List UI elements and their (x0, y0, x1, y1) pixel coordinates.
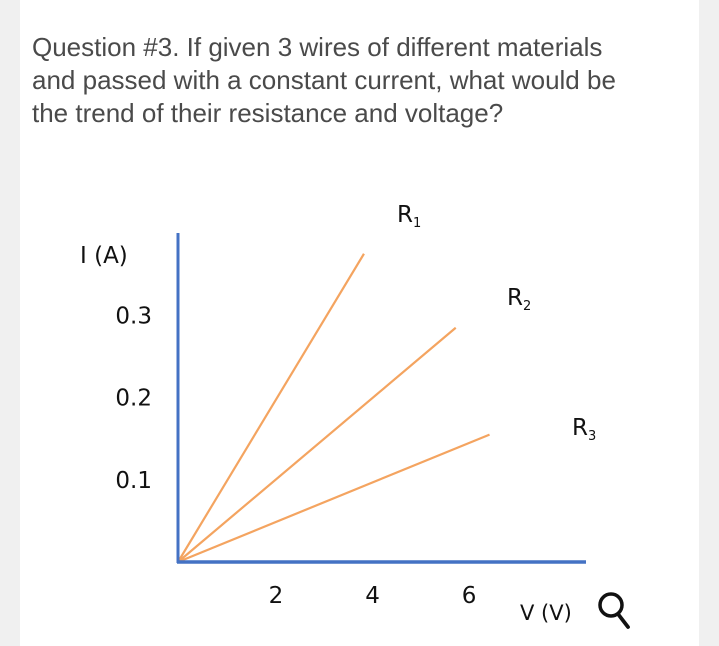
x-tick-label: 4 (365, 583, 380, 609)
series-label-base: R (572, 415, 588, 441)
series-label-3 (572, 415, 596, 444)
series-line-3 (178, 435, 490, 562)
series-label-base: R (507, 285, 523, 311)
y-tick-label: 0.1 (115, 467, 152, 494)
x-axis-label: V (V) (520, 601, 572, 625)
question-text: Question #3. If given 3 wires of different materials and passed with a constant current, what would be the trend of their resistance and voltage? (32, 32, 616, 128)
series-label-sub: 3 (587, 429, 597, 444)
series-label-sub: 2 (522, 299, 532, 314)
series-label-2 (507, 285, 531, 314)
series-label-base: R (397, 202, 413, 228)
axes (177, 233, 586, 563)
series-label-1 (397, 202, 421, 231)
y-tick-label: 0.2 (115, 385, 152, 412)
search-icon[interactable] (596, 590, 632, 630)
series-line-2 (178, 328, 456, 562)
series-label-sub: 1 (412, 216, 422, 231)
y-tick-label: 0.3 (115, 303, 152, 330)
series-line-1 (178, 254, 364, 562)
series-lines (178, 254, 490, 562)
x-tick-label: 6 (461, 583, 477, 609)
y-axis-label: I (A) (80, 243, 128, 269)
x-tick-label: 2 (268, 583, 284, 609)
